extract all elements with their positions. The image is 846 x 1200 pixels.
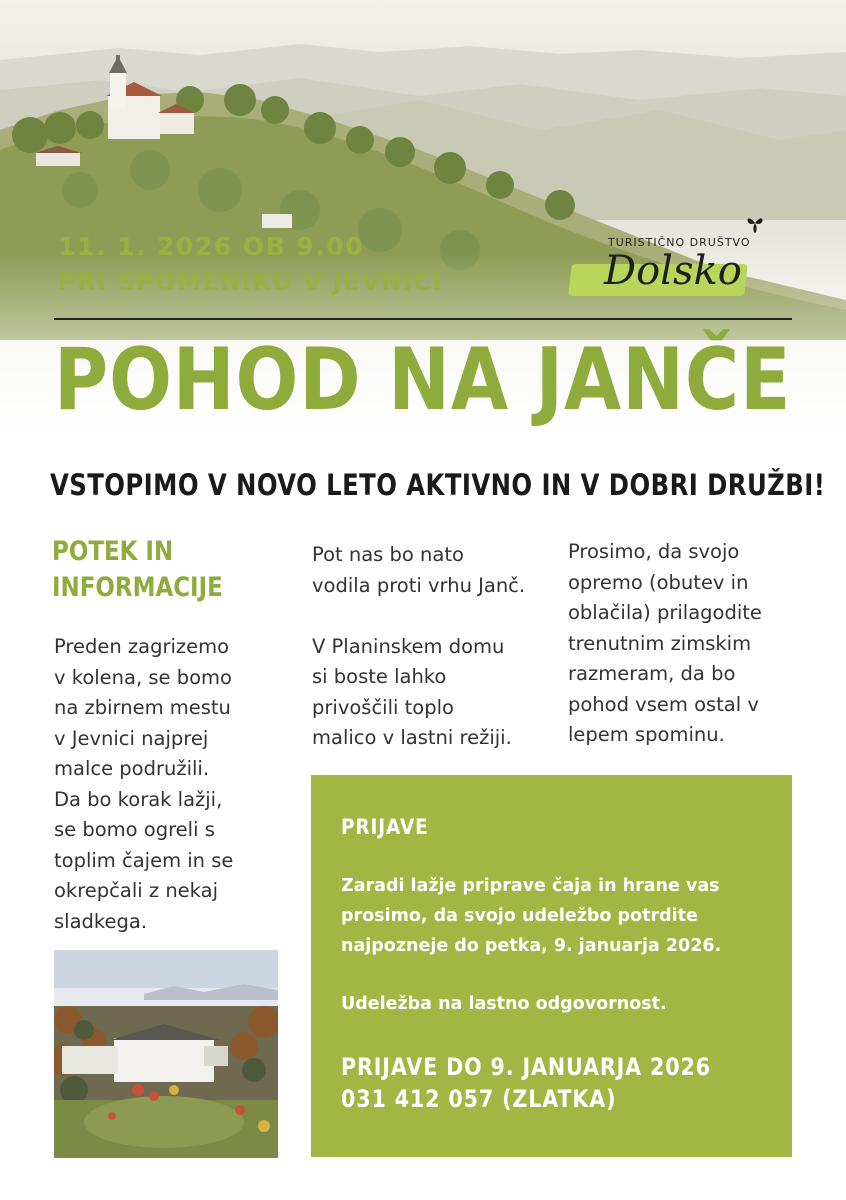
logo-name: Dolsko — [604, 248, 742, 294]
leaf-icon — [744, 212, 766, 234]
logo-subtitle: TURISTIČNO DRUŠTVO — [608, 236, 751, 249]
registration-text: Zaradi lažje priprave čaja in hrane vas prosimo, da svojo udeležbo potrdite najpozneje do petka, 9. januarja 2026. — [341, 876, 722, 956]
liability-notice: Udeležba na lastno odgovornost. — [341, 994, 667, 1014]
header-divider — [54, 318, 792, 320]
info-column-1: Preden zagrizemo v kolena, se bomo na zbirnem mestu v Jevnici najprej malce podružili. Da bo korak lažji, se bomo ogreli s toplim čajem in se okrepčali z nekaj sladkega. — [54, 635, 234, 933]
mountain-hut-photo — [54, 950, 278, 1158]
info-column-2: Pot nas bo nato vodila proti vrhu Janč. V Planinskem domu si boste lahko privoščili toplo malico v lastni režiji. — [312, 543, 526, 749]
info-column-3: Prosimo, da svojo opremo (obutev in oblačila) prilagodite trenutnim zimskim razmeram, da bo pohod vsem ostal v lepem spominu. — [568, 540, 762, 746]
event-meeting-place: PRI SPOMENIKU V JEVNICI — [58, 268, 443, 296]
registration-contact: PRIJAVE DO 9. JANUARJA 2026 031 412 057 (ZLATKA) — [341, 1053, 711, 1113]
section-heading: POTEK IN INFORMACIJE — [52, 536, 223, 603]
event-date-time: 11. 1. 2026 OB 9.00 — [58, 232, 365, 261]
registration-heading: PRIJAVE — [341, 815, 429, 839]
registration-box — [311, 775, 792, 1157]
tourist-association-logo — [568, 212, 788, 308]
main-title: POHOD NA JANČE — [54, 330, 792, 430]
subtitle: VSTOPIMO V NOVO LETO AKTIVNO IN V DOBRI DRUŽBI! — [50, 468, 826, 502]
